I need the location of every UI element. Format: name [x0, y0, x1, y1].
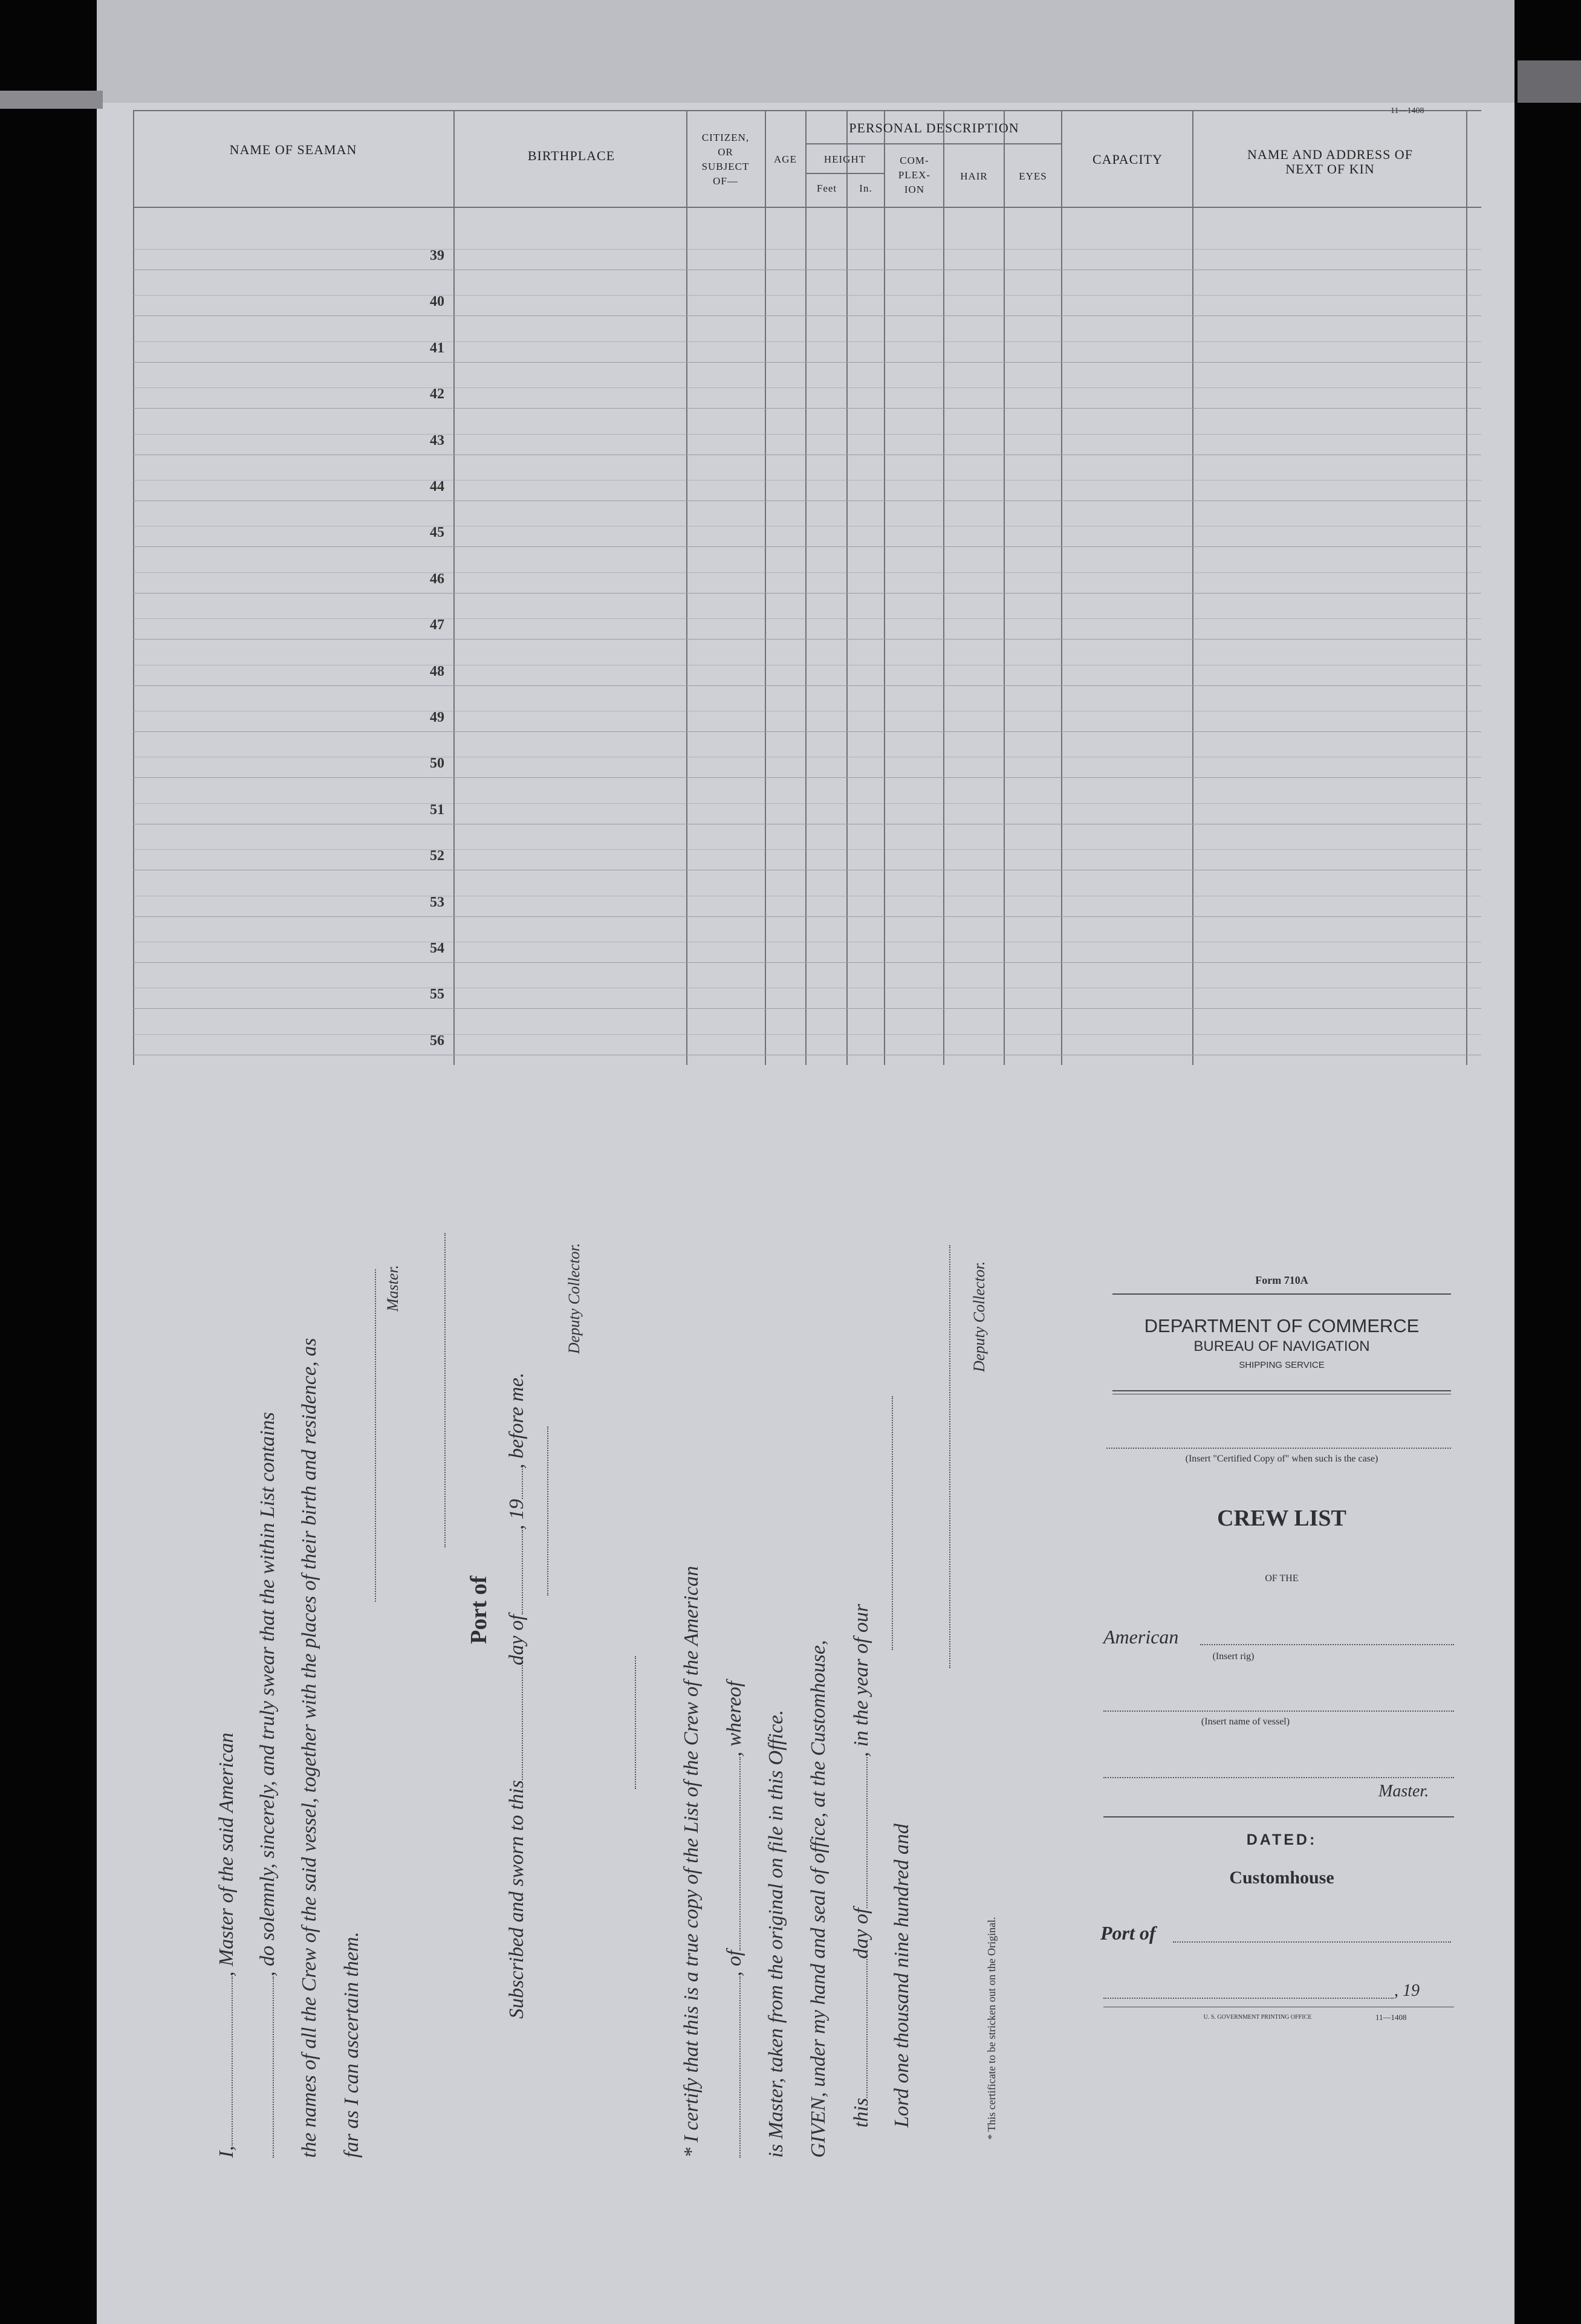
table-row-rule — [133, 1008, 1481, 1009]
row-number: 56 — [430, 1032, 444, 1049]
table-top-rule — [133, 110, 1481, 111]
port-line — [444, 1233, 446, 1547]
row-number: 55 — [430, 986, 444, 1003]
port-of-label: Port of — [466, 1576, 492, 1644]
certify-line-2: , of, whereof — [722, 1681, 746, 2158]
certify-line-6: Lord one thousand nine hundred and — [891, 1824, 913, 2128]
oath-line-1: I,, Master of the said American — [215, 1732, 238, 2158]
panel-form-code: 11—1408 — [1375, 2013, 1407, 2022]
row-number: 49 — [430, 710, 444, 725]
col-name-of-seaman: NAME OF SEAMAN — [229, 142, 357, 157]
table-row-subrule — [133, 1034, 1481, 1035]
col-next-of-kin: NAME AND ADDRESS OF NEXT OF KIN — [1247, 147, 1413, 176]
table-row-rule — [133, 500, 1481, 501]
table-row-subrule — [133, 618, 1481, 619]
certify-line-1: * I certify that this is a true copy of the List of the Crew of the American — [680, 1565, 703, 2158]
top-paper-strip — [97, 0, 1514, 103]
row-number: 40 — [430, 294, 444, 310]
col-inches: In. — [859, 183, 872, 194]
table-row-rule — [133, 731, 1481, 732]
insert-certified-note: (Insert "Certified Copy of" when such is the case) — [1185, 1454, 1378, 1464]
of-the-label: OF THE — [1265, 1573, 1299, 1584]
certify-line-4: GIVEN, under my hand and seal of office, at the Customhouse, — [807, 1640, 829, 2158]
row-number: 43 — [430, 432, 444, 448]
table-row-rule — [133, 362, 1481, 363]
panel-master-label: Master. — [1378, 1782, 1429, 1801]
master-line — [1103, 1777, 1454, 1778]
table-row-subrule — [133, 572, 1481, 573]
american-label: American — [1103, 1626, 1179, 1648]
crew-list-title: CREW LIST — [1217, 1506, 1346, 1531]
row-number: 39 — [430, 248, 444, 264]
oath-certificate-block — [184, 1185, 1182, 2158]
printer-line: U. S. GOVERNMENT PRINTING OFFICE — [1203, 2014, 1312, 2021]
deputy-signature-line-1 — [547, 1426, 548, 1596]
table-row-subrule — [133, 480, 1481, 481]
deputy-collector-1: Deputy Collector. — [565, 1243, 583, 1354]
oath-line-3: the names of all the Crew of the said vessel, together with the places of their birth and residence, as — [298, 1338, 320, 2158]
col-feet: Feet — [816, 183, 837, 194]
vessel-name-line — [1103, 1711, 1454, 1712]
table-row-subrule — [133, 803, 1481, 804]
deputy-signature-line-2 — [949, 1245, 950, 1668]
dated-label: DATED: — [1246, 1831, 1317, 1848]
panel-port-line — [1173, 1941, 1451, 1943]
table-row-subrule — [133, 295, 1481, 296]
certified-copy-line — [1106, 1448, 1451, 1449]
left-edge-mark — [0, 91, 103, 109]
panel-date-line — [1103, 1998, 1394, 1999]
col-height: HEIGHT — [823, 154, 866, 165]
row-number: 48 — [430, 663, 444, 679]
crew-list-back-panel — [1100, 1263, 1463, 2061]
panel-rule-3 — [1103, 1816, 1454, 1817]
table-row-rule — [133, 593, 1481, 594]
col-age: AGE — [774, 154, 797, 165]
certify-line-3: is Master, taken from the original on file in this Office. — [765, 1709, 787, 2158]
oath-line-4: far as I can ascertain them. — [340, 1932, 363, 2158]
right-edge-mark — [1518, 60, 1581, 103]
table-row-rule — [133, 916, 1481, 917]
col-birthplace: BIRTHPLACE — [527, 148, 615, 163]
col-eyes: EYES — [1019, 170, 1047, 182]
row-number: 50 — [430, 756, 444, 772]
row-number: 53 — [430, 894, 444, 910]
row-number: 51 — [430, 801, 444, 818]
insert-rig-note: (Insert rig) — [1212, 1651, 1255, 1662]
row-number: 41 — [430, 340, 444, 356]
service-title: SHIPPING SERVICE — [1239, 1360, 1325, 1370]
col-citizen: CITIZEN, OR SUBJECT OF— — [701, 132, 750, 187]
master-label: Master. — [384, 1264, 401, 1312]
row-number: 44 — [430, 479, 444, 494]
table-row-rule — [133, 408, 1481, 409]
crew-table — [133, 106, 1481, 1065]
rig-line — [1200, 1644, 1454, 1645]
form-code-top: 11—1408 — [1391, 106, 1424, 115]
panel-year: , 19 — [1394, 1981, 1420, 2000]
oath-line-2: , do solemnly, sincerely, and truly swear that the within List contains — [256, 1412, 279, 2158]
sworn-line: Subscribed and sworn to thisday of, 19, before me. — [505, 1372, 528, 2019]
year-line — [892, 1396, 893, 1650]
customhouse-label: Customhouse — [1229, 1868, 1334, 1888]
footnote: * This certificate to be stricken out on the Original. — [985, 1917, 998, 2140]
row-number: 46 — [430, 571, 444, 587]
table-row-subrule — [133, 849, 1481, 850]
panel-rule-2 — [1112, 1390, 1451, 1391]
row-number: 45 — [430, 525, 444, 541]
row-number: 42 — [430, 386, 444, 403]
deputy-collector-2: Deputy Collector. — [970, 1261, 988, 1372]
table-row-rule — [133, 685, 1481, 686]
table-row-rule — [133, 962, 1481, 963]
master-signature-line — [375, 1269, 376, 1602]
col-hair: HAIR — [960, 170, 988, 182]
panel-port-of: Port of — [1100, 1922, 1156, 1944]
table-row-subrule — [133, 341, 1481, 342]
bureau-title: BUREAU OF NAVIGATION — [1193, 1338, 1370, 1355]
table-row-rule — [133, 777, 1481, 778]
col-personal-description: PERSONAL DESCRIPTION — [849, 120, 1019, 135]
deputy-signature-line-1b — [635, 1656, 636, 1789]
table-row-subrule — [133, 387, 1481, 388]
col-complexion: COM- PLEX- ION — [898, 155, 931, 195]
table-row-rule — [133, 546, 1481, 547]
form-number: Form 710A — [1255, 1274, 1308, 1286]
row-number: 47 — [430, 617, 444, 633]
table-row-subrule — [133, 434, 1481, 435]
department-title: DEPARTMENT OF COMMERCE — [1144, 1315, 1420, 1336]
row-number: 52 — [430, 848, 444, 864]
table-header-rule — [133, 207, 1481, 208]
col-capacity: CAPACITY — [1092, 152, 1163, 167]
insert-vessel-note: (Insert name of vessel) — [1201, 1717, 1290, 1727]
panel-rule-1 — [1112, 1293, 1451, 1295]
row-number: 54 — [430, 940, 444, 956]
table-row-subrule — [133, 249, 1481, 250]
certify-line-5: thisday of, in the year of our — [850, 1604, 872, 2128]
